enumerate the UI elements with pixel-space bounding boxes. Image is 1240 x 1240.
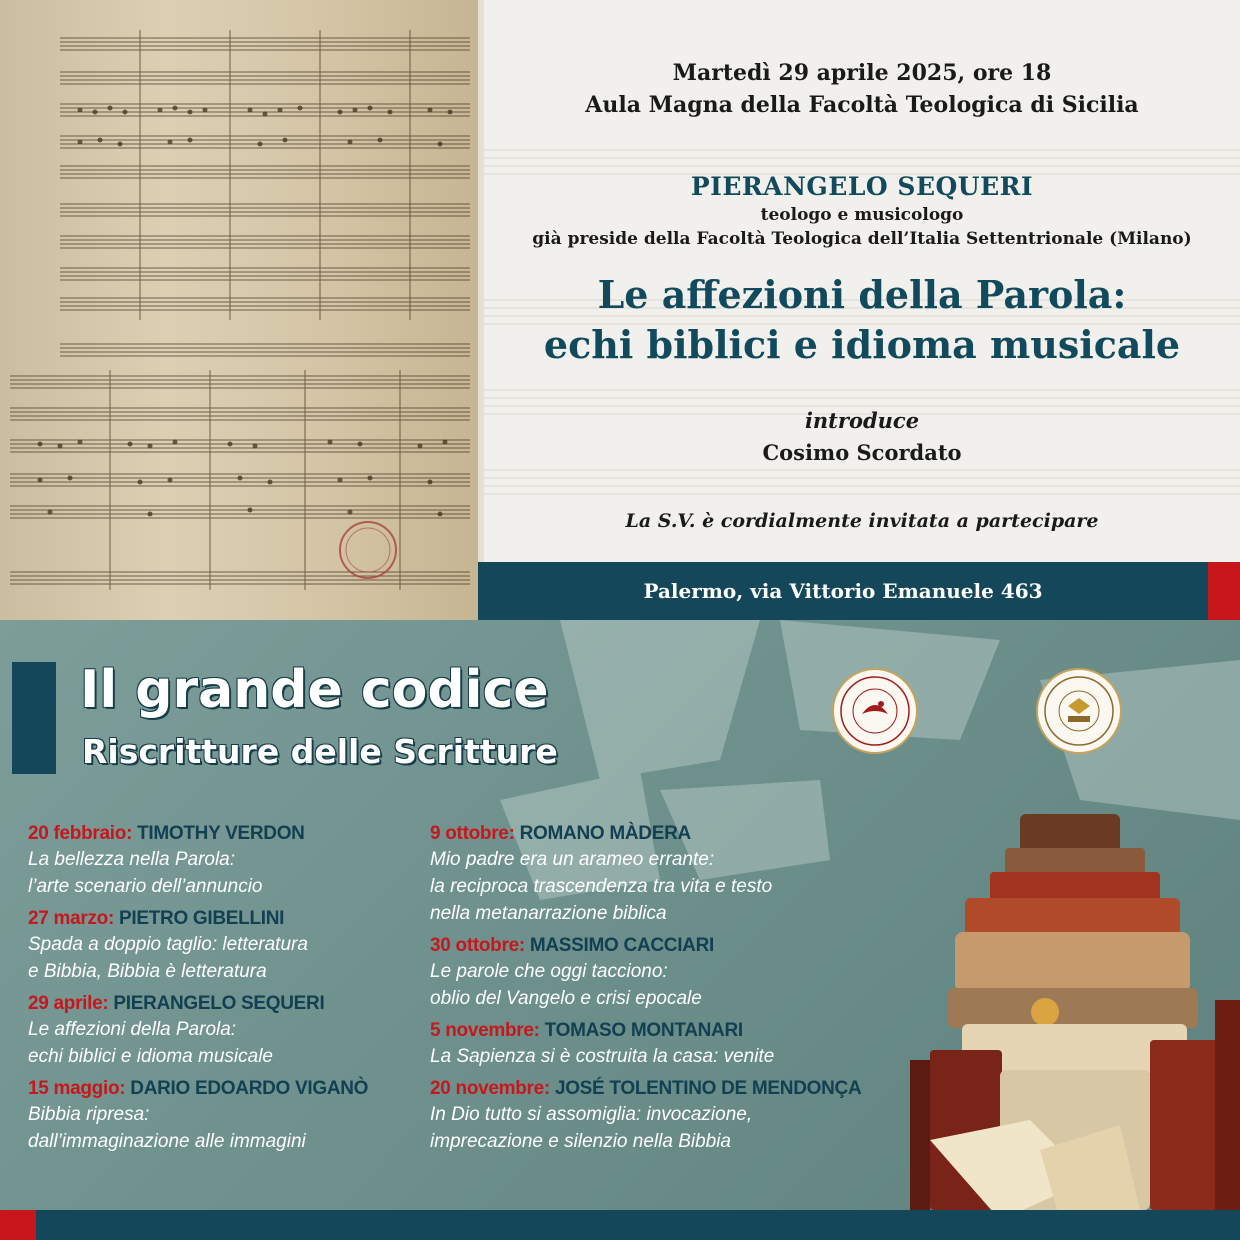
program-talk-title: e Bibbia, Bibbia è letteratura xyxy=(28,961,267,982)
program-entry-header xyxy=(28,1077,408,1101)
red-accent-top xyxy=(1208,562,1240,620)
talk-title-line-2: echi biblici e idioma musicale xyxy=(543,322,1181,367)
program-entry xyxy=(28,907,408,985)
program-speaker: PIERANGELO SEQUERI xyxy=(113,993,325,1014)
program-speaker: JOSÉ TOLENTINO DE MENDONÇA xyxy=(554,1078,862,1099)
series-subtitle: Riscritture delle Scritture xyxy=(82,732,558,771)
program-talk-title: Bibbia ripresa: xyxy=(28,1104,150,1125)
program-talk-title: Le affezioni della Parola: xyxy=(28,1019,237,1040)
invitation-text: La S.V. è cordialmente invitata a partecipare xyxy=(625,510,1099,532)
program-speaker: PIETRO GIBELLINI xyxy=(119,908,285,929)
program-talk-title: l’arte scenario dell’annuncio xyxy=(28,876,263,897)
program-talk-title: imprecazione e silenzio nella Bibbia xyxy=(430,1131,732,1152)
program-talk-title: La Sapienza si è costruita la casa: venite xyxy=(430,1046,775,1067)
program-talk-title: La bellezza nella Parola: xyxy=(28,849,236,870)
program-date: 9 ottobre: xyxy=(430,823,515,844)
program-speaker: TOMASO MONTANARI xyxy=(544,1020,743,1041)
program-entry-header xyxy=(430,1077,900,1101)
program-date: 15 maggio: xyxy=(28,1078,126,1099)
program-talk-title: dall’immaginazione alle immagini xyxy=(28,1131,306,1152)
series-title: Il grande codice xyxy=(80,660,549,720)
program-talk-title: In Dio tutto si assomiglia: invocazione, xyxy=(430,1104,753,1125)
program-entry-header xyxy=(430,822,900,846)
program-entry-header xyxy=(28,907,408,931)
program-speaker: ROMANO MÀDERA xyxy=(519,823,691,844)
series-program xyxy=(0,620,1240,1240)
program-speaker: MASSIMO CACCIARI xyxy=(529,935,715,956)
pfts-seal-logo xyxy=(832,668,918,754)
red-accent-bottom xyxy=(0,1210,36,1240)
bach-manuscript-image xyxy=(0,0,484,620)
program-date: 20 novembre: xyxy=(430,1078,550,1099)
program-entry-header xyxy=(430,934,900,958)
program-talk-title: Spada a doppio taglio: letteratura xyxy=(28,934,308,955)
event-date: Martedì 29 aprile 2025, ore 18 xyxy=(672,60,1052,86)
footer-bar xyxy=(36,1210,1240,1240)
talk-title-line-1: Le affezioni della Parola: xyxy=(597,272,1127,317)
program-entry xyxy=(28,822,408,900)
program-talk-title: echi biblici e idioma musicale xyxy=(28,1046,273,1067)
program-entry xyxy=(28,992,408,1070)
manuscript-score-illustration xyxy=(0,0,478,620)
program-entry xyxy=(430,822,900,927)
program-entry xyxy=(430,934,900,1012)
program-date: 20 febbraio: xyxy=(28,823,133,844)
eagle-seal-icon xyxy=(834,670,916,752)
intro-label: introduce xyxy=(804,408,920,433)
program-talk-title: la reciproca trascendenza tra vita e testo xyxy=(430,876,773,897)
address-bar: Palermo, via Vittorio Emanuele 463 xyxy=(478,562,1208,620)
program-date: 30 ottobre: xyxy=(430,935,525,956)
cooperation-seal-icon xyxy=(1038,670,1120,752)
program-column-left xyxy=(28,822,408,1162)
program-entry-header xyxy=(430,1019,900,1043)
intro-name: Cosimo Scordato xyxy=(762,440,962,465)
program-entry xyxy=(28,1077,408,1155)
program-column-right xyxy=(430,822,900,1162)
program-entry xyxy=(430,1077,900,1155)
speaker-role: teologo e musicologo xyxy=(760,205,964,225)
program-talk-title: oblio del Vangelo e crisi epocale xyxy=(430,988,702,1009)
event-venue: Aula Magna della Facoltà Teologica di Sicilia xyxy=(585,92,1139,118)
program-date: 5 novembre: xyxy=(430,1020,540,1041)
program-talk-title: Le parole che oggi tacciono: xyxy=(430,961,668,982)
program-date: 29 aprile: xyxy=(28,993,109,1014)
program-speaker: DARIO EDOARDO VIGANÒ xyxy=(130,1078,369,1099)
program-entry-header xyxy=(28,992,408,1016)
speaker-name: PIERANGELO SEQUERI xyxy=(690,172,1034,201)
program-entry-header xyxy=(28,822,408,846)
cammarata-seal-logo xyxy=(1036,668,1122,754)
program-talk-title: nella metanarrazione biblica xyxy=(430,903,667,924)
speaker-affiliation: già preside della Facoltà Teologica dell’Italia Settentrionale (Milano) xyxy=(532,229,1192,249)
program-date: 27 marzo: xyxy=(28,908,115,929)
program-speaker: TIMOTHY VERDON xyxy=(137,823,305,844)
title-accent-bar xyxy=(12,662,56,774)
program-entry xyxy=(430,1019,900,1070)
event-details xyxy=(484,0,1240,560)
program-talk-title: Mio padre era un arameo errante: xyxy=(430,849,715,870)
